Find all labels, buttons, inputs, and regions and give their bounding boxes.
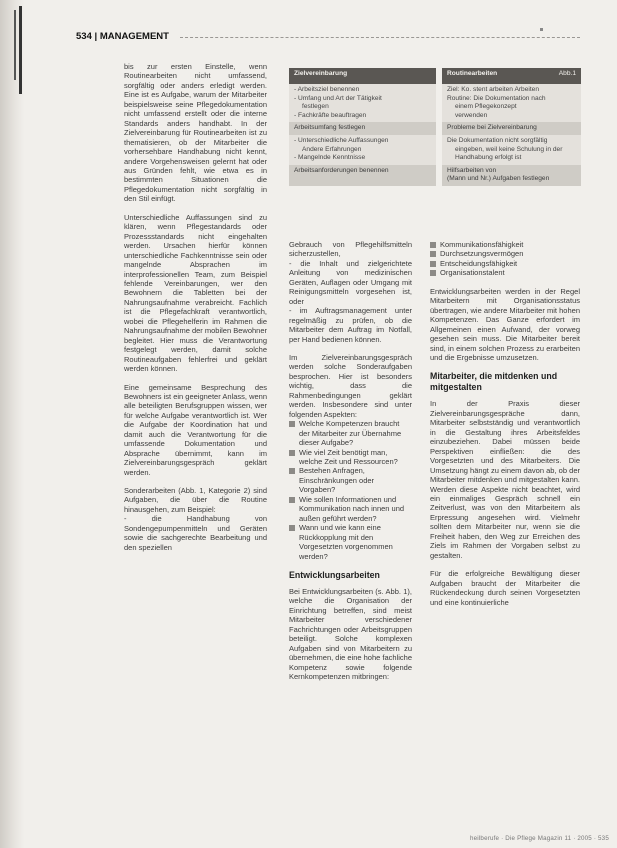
paragraph: Gebrauch von Pflegehilfsmitteln sicherzustellen, (289, 240, 412, 259)
table-row (289, 165, 581, 186)
paragraph: Entwicklungsarbeiten werden in der Regel Mitarbeitern mit Organisationsstatus übertragen, wie andere Mitarbeiter mit hohen Kompetenzen. Das Ganze erfordert im Allgemeinen einen Aufwand, der vorweg gesehen sein muss. Die Mitarbeiter bereit sind, in einem solchen Prozess zu erarbeiten und die Ergebnisse umzusetzen. (430, 286, 580, 362)
table-cell-line: Routine: Die Dokumentation nach (447, 94, 546, 102)
figure-tag: Abb.1 (558, 70, 576, 77)
bullet-square-icon (430, 251, 436, 257)
table-cell-line: verwenden (455, 111, 488, 119)
bullet-item: Organisationstalent (430, 268, 580, 277)
section-title: MANAGEMENT (99, 31, 169, 42)
page-footer: heilberufe · Die Pflege Magazin 11 · 2005 · 535 (470, 835, 609, 842)
table-cell-right (442, 122, 581, 135)
table-row (289, 122, 581, 135)
subheading: Entwicklungsarbeiten (289, 569, 380, 580)
bullet-item: Bestehen Anfragen, Einschränkungen oder Vorgaben? (289, 466, 412, 494)
table-cell-line: Ziel: Ko. stent arbeiten Arbeiten (447, 86, 539, 93)
table-cell-line: Arbeitsanforderungen benennen (294, 166, 389, 174)
page-number: 534 (76, 31, 92, 42)
bullet-square-icon (430, 242, 436, 248)
binder-mark (19, 6, 22, 94)
bullet-item: Wie viel Zeit benötigt man, welche Zeit und Ressourcen? (289, 448, 412, 467)
paragraph: Für die erfolgreiche Bewältigung dieser Aufgaben braucht der Mitarbeiter die Rückendeckung durch seinen Vorgesetzten und eine kontinuierliche (430, 569, 580, 607)
bullet-list (430, 240, 580, 278)
table-cell-right (442, 165, 581, 186)
paragraph: In der Praxis dieser Zielvereinbarungsgespräche dann, Mitarbeiter selbstständig und verantwortlich in die Gestaltung ihres Arbeitsfeldes einzubeziehen. Dabei müssen beide Perspektiven einfließen: die des Vorgesetzten und des Mitarbeiters. Die Umsetzung hängt zu einem davon ab, ob der Mitarbeiter mitdenken und mitgestalten kann. Werden diese Aspekte nicht beachtet, wird ein einmaliges Gespräch schnell ein Zeitverlust, was von den Mitarbeitern als Erpressung angesehen wird. Vielmehr sollten dem Mitarbeiter nur, wenn sie die Freiheit haben, den Weg zur Erreichen des Ziels im Rahmen der Vorgaben selbst zu gestalten. (430, 399, 580, 560)
table-heading-right: Routinearbeiten Abb.1 (442, 68, 581, 84)
bullet-square-icon (430, 261, 436, 267)
bullet-item: Wann und wie kann eine Rückkopplung mit den Vorgesetzten vorgenommen werden? (289, 523, 412, 561)
table-cell-left (289, 165, 436, 186)
table-cell-left (289, 122, 436, 135)
bullet-item: Welche Kompetenzen braucht der Mitarbeiter zur Übernahme dieser Aufgabe? (289, 419, 412, 447)
table-cell-line: - Arbeitsziel benennen (294, 86, 360, 93)
bullet-item: Kommunikationsfähigkeit (430, 240, 580, 249)
text-column-right (430, 240, 580, 616)
paragraph: - die Handhabung von Sondengepumpenmitteln und Geräten sowie die sachgerechte Bearbeitung und den speziellen (124, 514, 267, 552)
running-header: 534 | MANAGEMENT (76, 31, 169, 42)
table-cell-line: Probleme bei Zielvereinbarung (447, 124, 537, 132)
table-cell-left (289, 135, 436, 165)
table-cell-line: Hilfsarbeiten von (447, 166, 497, 174)
table-cell-right (442, 84, 581, 122)
table-cell-left (289, 84, 436, 122)
table-header-row (289, 68, 581, 84)
table-heading-left: Zielvereinbarung (289, 68, 436, 84)
bullet-square-icon (289, 450, 295, 456)
table-row (289, 84, 581, 122)
table-cell-line: - Mangelnde Kenntnisse (294, 154, 366, 162)
paragraph: - die Inhalt und zielgerichtete Anleitung von medizinischen Geräten, Auflagen oder Umgang mit Reinigungsmitteln vorgesehen ist, oder (289, 258, 412, 306)
bullet-item: Durchsetzungsvermögen (430, 249, 580, 258)
table-cell-line: - Umfang und Art der Tätigkeit (294, 94, 382, 102)
table-cell-line: Handhabung erfolgt ist (455, 154, 522, 162)
binder-edge (0, 0, 24, 848)
text-column-middle (289, 240, 412, 690)
table-cell-line: festlegen (302, 103, 329, 111)
table-cell-line: einem Pflegekonzept (455, 103, 517, 111)
table-cell-line: eingeben, weil keine Schulung in der (455, 145, 563, 153)
paragraph: Eine gemeinsame Besprechung des Bewohners ist ein geeigneter Anlass, wenn alle beteiligten Berufsgruppen wissen, wer für welche Aufgabe verantwortlich ist. Wer die Aufgabe der Koordination hat und damit auch die Verantwortung für die umfassende Dokumentation und Absprache übernimmt, kann im Zielvereinbarungsgespräch geklärt werden. (124, 382, 268, 477)
table-row (289, 135, 581, 165)
bullet-square-icon (289, 421, 295, 427)
paragraph: - im Auftragsmanagement unter regelmäßig zu prüfen, ob die Mitarbeiter dem Auftrag im Notfall, per Hand bedienen können. (289, 306, 412, 344)
bullet-square-icon (289, 525, 295, 531)
header-dot (540, 28, 543, 31)
figure-table (289, 68, 581, 186)
subheading: Mitarbeiter, die mitdenken und mitgestalten (430, 371, 558, 393)
bullet-item: Wie sollen Informationen und Kommunikation nach innen und außen geführt werden? (289, 495, 412, 523)
table-cell-line: Die Dokumentation nicht sorgfältig (447, 136, 548, 144)
bullet-square-icon (289, 497, 295, 503)
binder-mark (14, 10, 16, 80)
bullet-square-icon (430, 270, 436, 276)
table-cell-line: (Mann und Nr.) Aufgaben festlegen (447, 175, 550, 183)
table-cell-line: Andere Erfahrungen (302, 145, 362, 153)
paragraph: Im Zielvereinbarungsgespräch werden solche Sonderaufgaben besprochen. Hier ist besonders wichtig, dass die Rahmenbedingungen geklärt werden. Insbesondere sind unter folgenden Aspekten: (289, 352, 412, 419)
header-rule (180, 37, 580, 38)
table-cell-line: - Unterschiedliche Auffassungen (294, 136, 389, 144)
bullet-list (289, 419, 412, 561)
text-column-left (124, 62, 267, 561)
bullet-square-icon (289, 468, 295, 474)
paragraph: Sonderarbeiten (Abb. 1, Kategorie 2) sind Aufgaben, die über die Routine hinausgehen, zum Beispiel: (124, 486, 267, 514)
paragraph: Bei Entwicklungsarbeiten (s. Abb. 1), welche die Organisation der Einrichtung betreffen, sind meist Mitarbeiter verschiedener Fachrichtungen oder Arbeitsgruppen beteiligt. Solche komplexen Aufgaben sind von Mitarbeitern zu übernehmen, die eine hohe fachliche Kompetenz sowie folgende Kernkompetenzen mitbringen: (289, 586, 413, 682)
table-cell-right (442, 135, 581, 165)
table-cell-line: Arbeitsumfang festlegen (294, 124, 366, 132)
paragraph: Unterschiedliche Auffassungen sind zu klären, wenn Pflegestandards oder Prozessstandards nicht eingehalten werden. Ursachen hierfür können unterschiedliche Fachkenntnisse sein oder mangelnde Absprachen im interprofessionellen Team, zum Beispiel fehlende Vereinbarungen, wer den Bewohnern die Tabletten bei der Nahrungsaufnahme verabreicht. Fachlich ist die Pflegefachkraft verantwortlich, wobei die Pflegehelferin im Rahmen die Nahrungsaufnahme der mobilen Bewohner begleitet. Hier muss die Verantwortung festgelegt werden, damit solche Routineaufgaben fehlerfrei und geklärt werden können. (124, 212, 268, 374)
table-cell-line: - Fachkräfte beauftragen (294, 111, 367, 119)
paragraph: bis zur ersten Einstelle, wenn Routinearbeiten nicht umfassend, sorgfältig oder anders erledigt werden. Eine ist es Aufgabe, warum der Mitarbeiter beispielsweise seine Pflegedokumentation nicht umfassend erstellt oder die interne Standards anders handhabt. In der Zielvereinbarung für Routinearbeiten ist zu thematisieren, ob der Mitarbeiter die vorhersehbare Handhabung nicht kennt, andere Vorgehensweisen gelernt hat oder aus Gründen fehlt, wie etwa es in bestimmten Situationen die Pflegedokumentation nicht sorgfältig in den Stil einfügt. (124, 62, 267, 204)
bullet-item: Entscheidungsfähigkeit (430, 259, 580, 268)
